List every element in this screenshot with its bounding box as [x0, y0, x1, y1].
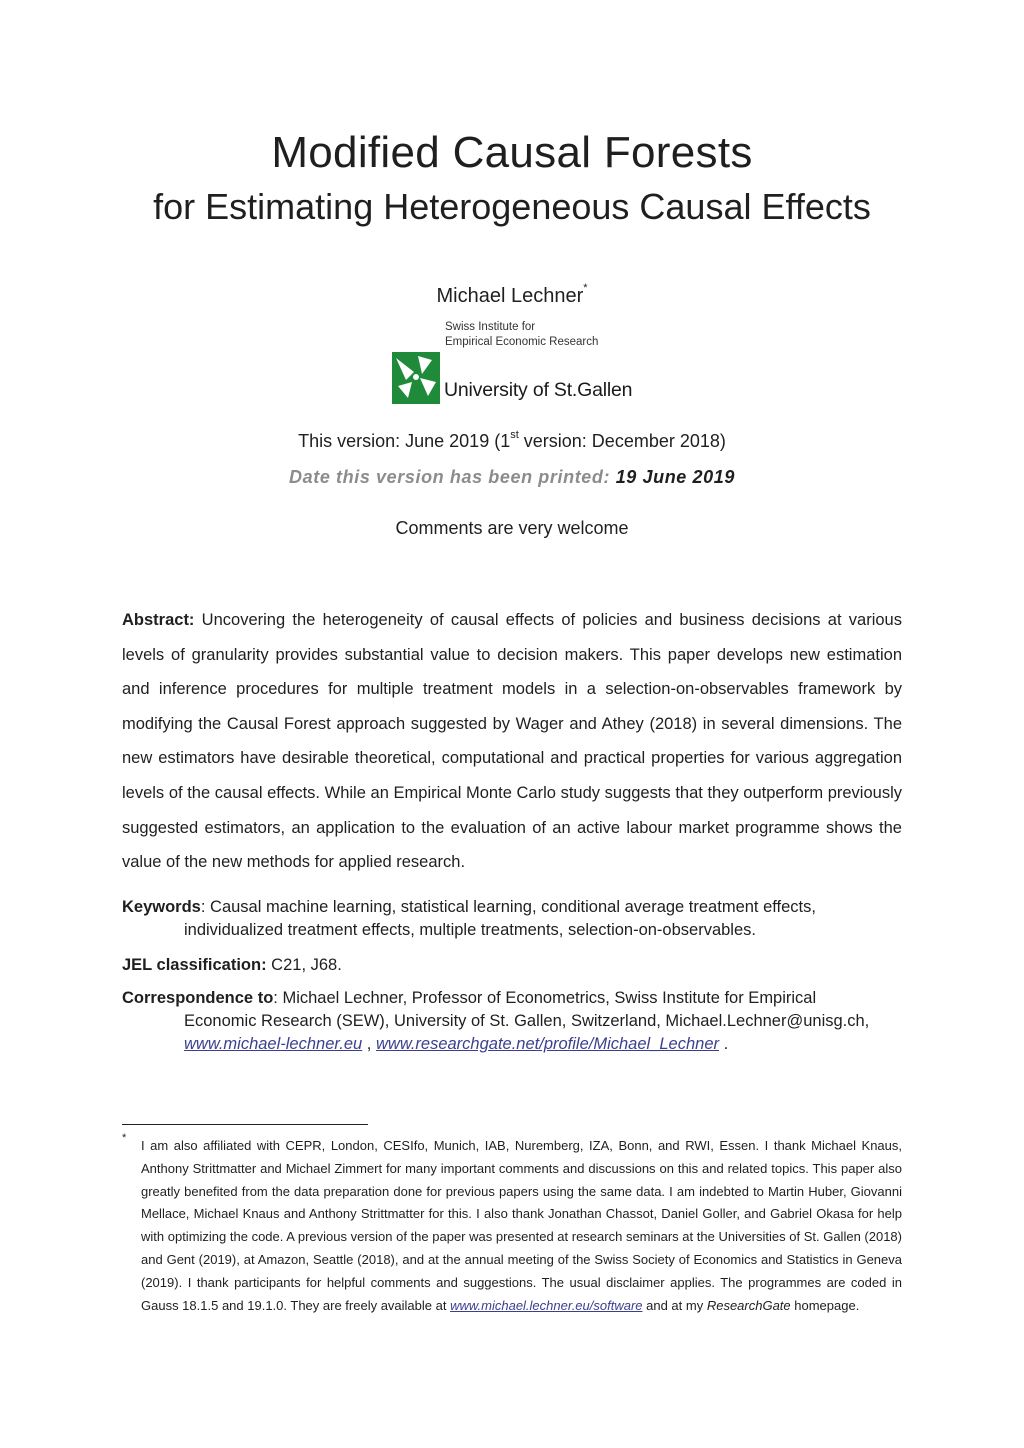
printed-date-line	[0, 467, 1024, 488]
jel-label: JEL classification:	[122, 956, 267, 974]
correspondence	[122, 987, 892, 1056]
footnote-text: I am also affiliated with CEPR, London, CESIfo, Munich, IAB, Nuremberg, IZA, Bonn, and RWI, Essen. I thank Michael Knaus, Anthony Strittmatter and Michael Zimmert for many important comments and discussions on this and related topics. This paper also greatly benefited from the data preparation done for previous papers using the same data. I am indebted to Martin Huber, Giovanni Mellace, Michael Knaus and Anthony Strittmatter for this. I also thank Jonathan Chassot, Daniel Goller, and Gabriel Okasa for help with optimizing the code. A previous version of the paper was presented at research seminars at the Universities of St. Gallen (2018) and Gent (2019), at Amazon, Seattle (2018), and at the annual meeting of the Swiss Society of Economics and Statistics in Geneva (2019). I thank participants for helpful comments and suggestions. The usual disclaimer applies. The programmes are coded in Gauss 18.1.5 and 19.1.0. They are freely available at	[141, 1138, 902, 1313]
jel-classification	[122, 954, 892, 977]
correspondence-end: .	[719, 1035, 729, 1053]
university-emblem-icon	[392, 352, 440, 404]
homepage-link[interactable]: www.michael-lechner.eu	[184, 1035, 363, 1053]
footnote-mark: *	[122, 1132, 127, 1144]
abstract	[122, 603, 902, 880]
version-suffix: version: December 2018)	[518, 431, 726, 451]
paper-subtitle: for Estimating Heterogeneous Causal Effects	[153, 186, 871, 227]
footnote-divider	[122, 1124, 368, 1125]
author-name: Michael Lechner	[436, 285, 584, 307]
link-separator: ,	[362, 1035, 376, 1053]
keywords-text: : Causal machine learning, statistical learning, conditional average treatment effects, individualized treatment effects, multiple treatments, selection-on-observables.	[184, 898, 816, 939]
university-logo	[392, 318, 652, 410]
footnote-italic: ResearchGate	[706, 1297, 791, 1313]
footnote-mid: and at my	[642, 1297, 707, 1313]
correspondence-label: Correspondence to	[122, 989, 274, 1007]
comments-line: Comments are very welcome	[395, 518, 629, 538]
keywords	[122, 896, 892, 942]
jel-text: C21, J68.	[266, 956, 342, 974]
abstract-label: Abstract:	[122, 611, 195, 629]
institute-line-1: Swiss Institute for	[445, 321, 536, 333]
printed-date: 19 June 2019	[615, 467, 735, 487]
researchgate-link[interactable]: www.researchgate.net/profile/Michael_Lechner	[375, 1035, 720, 1053]
version-line	[0, 431, 1024, 452]
keywords-label: Keywords	[122, 898, 201, 916]
correspondence-text: : Michael Lechner, Professor of Econometrics, Swiss Institute for Empirical Economic Research (SEW), University of St. Gallen, Switzerland, Michael.Lechner@unisg.ch,	[184, 989, 870, 1030]
institute-line-2: Empirical Economic Research	[445, 336, 599, 348]
paper-title: Modified Causal Forests	[271, 128, 753, 177]
institute-name	[445, 320, 598, 350]
university-name: University of St.Gallen	[444, 379, 633, 401]
version-prefix: This version: June 2019 (1	[298, 431, 511, 451]
author-line	[0, 282, 1024, 308]
footnote-end: homepage.	[790, 1297, 860, 1313]
author-footnote-mark: *	[583, 282, 588, 294]
software-link[interactable]: www.michael.lechner.eu/software	[450, 1297, 643, 1313]
abstract-text: Uncovering the heterogeneity of causal effects of policies and business decisions at various levels of granularity provides substantial value to decision makers. This paper develops new estimation and inference procedures for multiple treatment models in a selection-on-observables framework by modifying the Causal Forest approach suggested by Wager and Athey (2018) in several dimensions. The new estimators have desirable theoretical, computational and practical properties for various aggregation levels of the causal effects. While an Empirical Monte Carlo study suggests that they outperform previously suggested estimators, an application to the evaluation of an active labour market programme shows the value of the new methods for applied research.	[122, 611, 902, 872]
printed-label: Date this version has been printed:	[289, 467, 616, 487]
version-sup: st	[510, 429, 519, 441]
footnote	[141, 1135, 902, 1317]
